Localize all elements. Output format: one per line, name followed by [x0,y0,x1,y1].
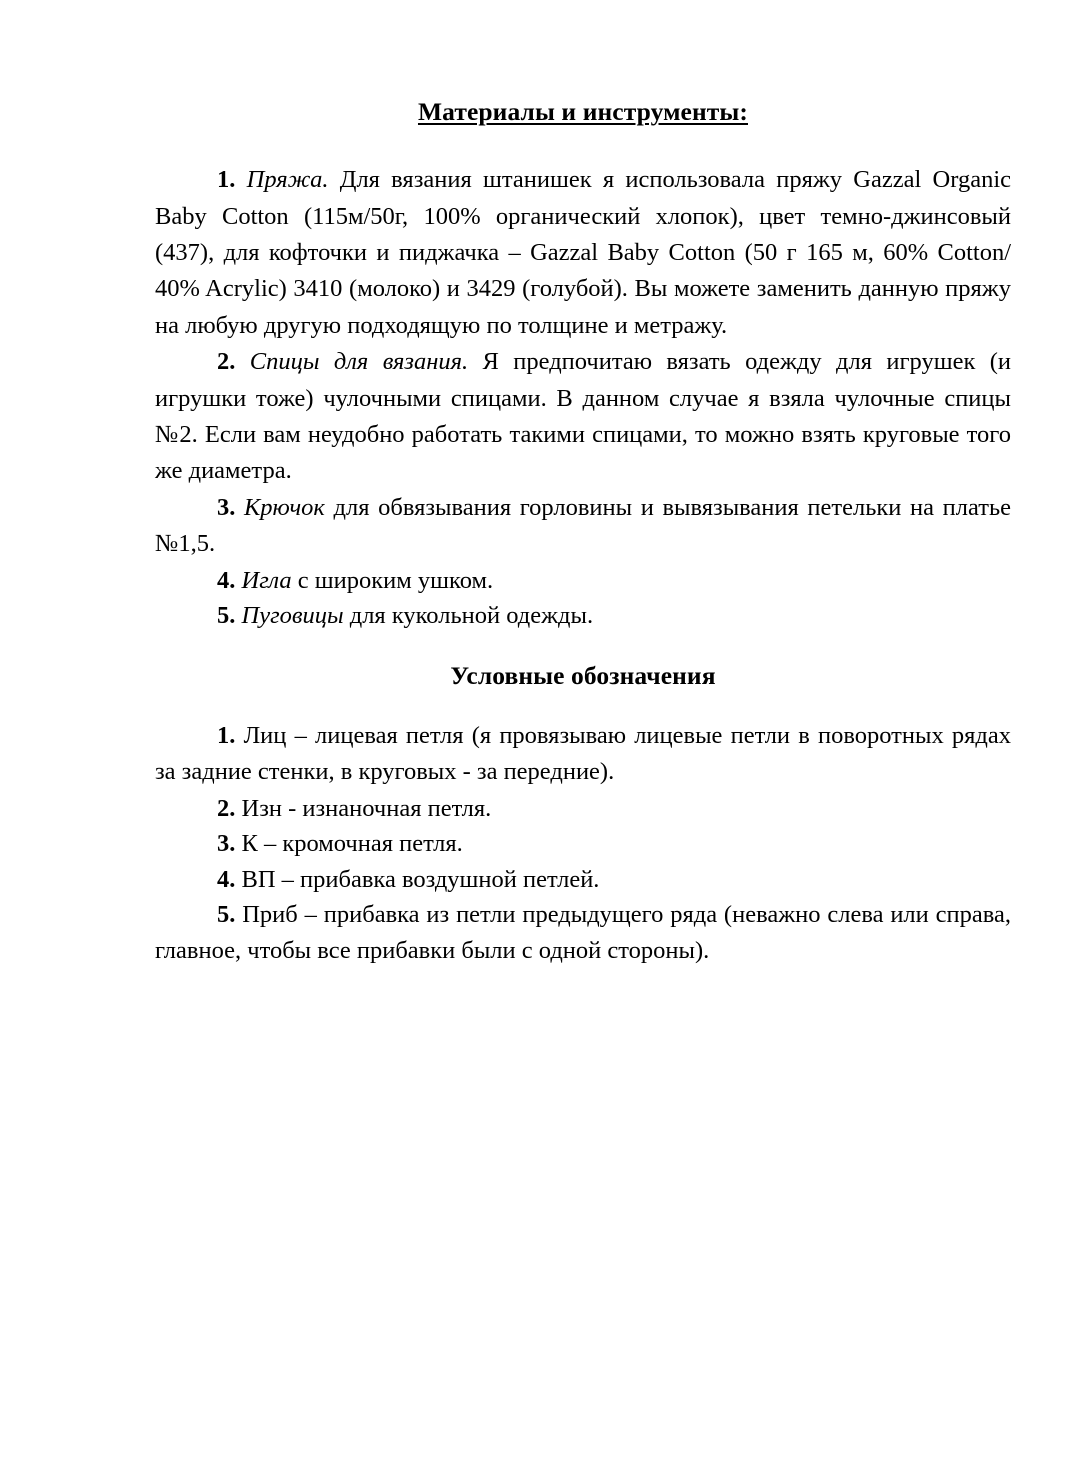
item-number: 2. [217,348,236,376]
item-text: для обвязывания горловины и вывязывания петельки на платье №1,5. [155,493,1011,558]
item-number: 1. [217,721,236,749]
list-item-materials-4 [155,563,1011,599]
item-text: Изн - изнаночная петля. [235,794,492,822]
list-item-abbrev-2 [155,791,1011,827]
item-number: 5. [217,602,236,630]
item-text: Лиц – лицевая петля (я провязываю лицевые петли в поворотных рядах за задние стенки, в круговых - за передние). [155,721,1011,786]
item-term: Пуговицы [241,602,344,630]
item-number: 2. [217,794,236,822]
item-text: для кукольной одежды. [343,602,594,630]
item-number: 3. [217,830,236,857]
list-item-abbrev-5 [155,897,1011,970]
list-item-materials-1 [155,162,1011,344]
item-term: Игла [241,566,292,594]
item-number: 5. [217,901,236,928]
item-term: Спицы для вязания. [249,348,469,376]
item-term: Пряжа. [246,166,329,194]
list-item-materials-2 [155,344,1011,490]
item-text: Я предпочитаю вязать одежду для игрушек (и игрушки тоже) чулочными спицами. В данном случае я взяла чулочные спицы №2. Если вам неудобно работать такими спицами, то можно взять круговые того же диаметра. [155,348,1012,485]
list-item-abbrev-1 [155,718,1011,791]
list-item-materials-3 [155,490,1011,563]
item-number: 1. [217,166,236,194]
spacer [155,691,1011,718]
list-item-materials-5 [155,598,1011,634]
item-text: с широким ушком. [291,566,494,594]
section-heading-abbreviations: Условные обозначения [450,660,716,690]
section-heading-materials: Материалы и инструменты: [417,97,748,126]
item-number: 3. [217,493,236,521]
document-body [155,96,1011,970]
item-text: ВП – прибавка воздушной петлей. [235,865,600,893]
item-number: 4. [217,865,236,893]
item-text: Для вязания штанишек я использовала пряжу Gazzal Organic Baby Cotton (115м/50г, 100% органический хлопок), цвет темно-джинсовый (437), для кофточки и пиджачка – Gazzal Baby Cotton (50 г 165 м, 60% Cotton/ 40% Acrylic) 3410 (молоко) и 3429 (голубой). Вы можете заменить данную пряжу на любую другую подходящую по толщине и метражу. [155,166,1012,339]
item-text: Приб – прибавка из петли предыдущего ряда (неважно слева или справа, главное, чтобы все прибавки были с одной стороны). [155,901,1011,965]
item-term: Крючок [244,493,325,521]
spacer [155,127,1011,162]
spacer [155,634,1011,660]
list-item-abbrev-4 [155,862,1011,898]
list-item-abbrev-3 [155,826,1011,862]
item-text: К – кромочная петля. [235,830,463,857]
item-number: 4. [217,566,236,594]
